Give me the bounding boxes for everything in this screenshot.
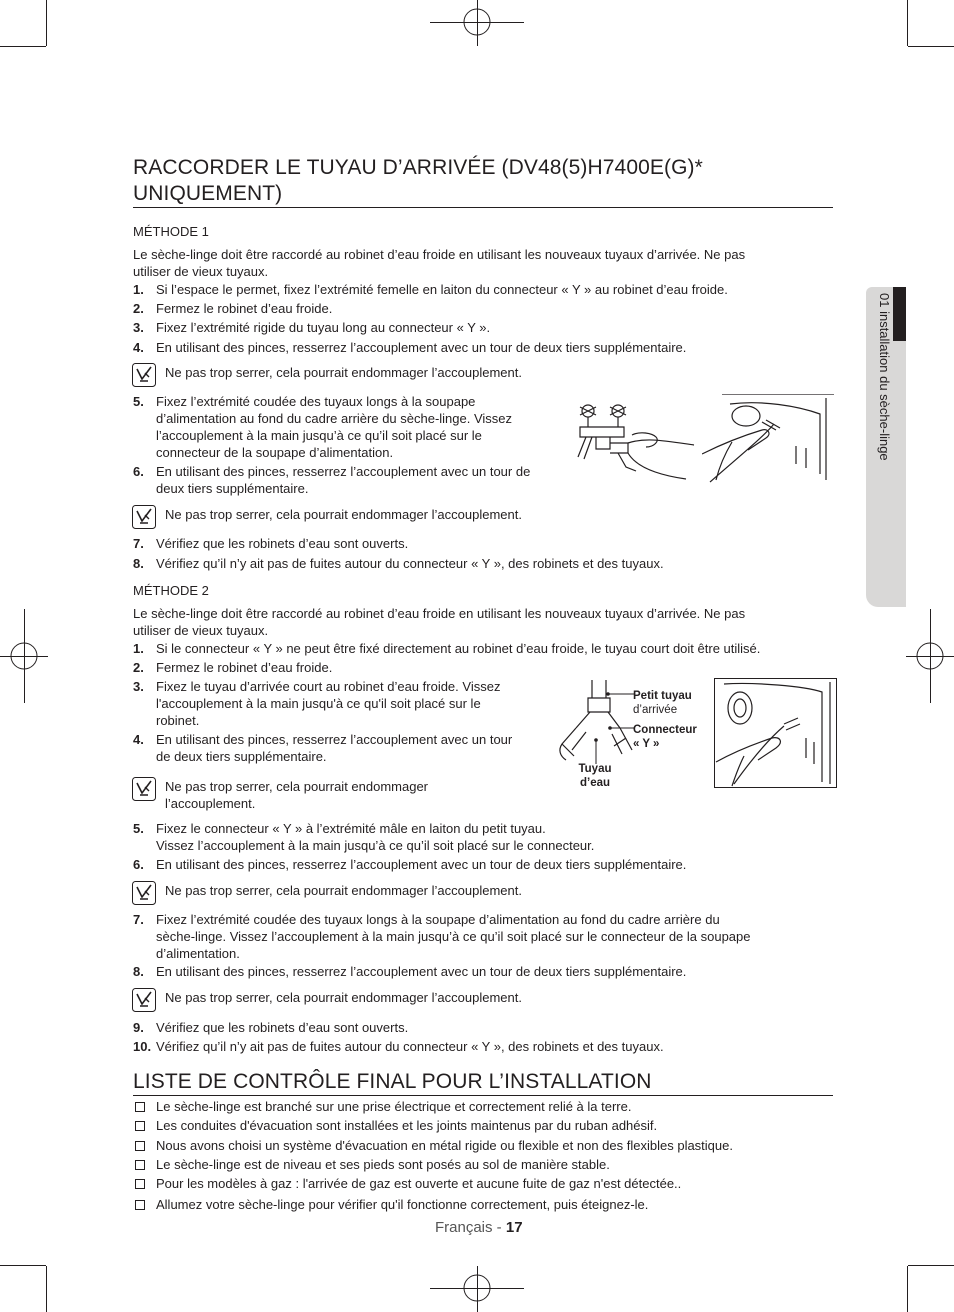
step-number: 3. [133, 679, 144, 694]
step-number: 1. [133, 641, 144, 656]
step-text: Fermez le robinet d’eau froide. [156, 301, 333, 316]
note-pencil-icon [132, 988, 156, 1012]
method2-heading: MÉTHODE 2 [133, 583, 209, 598]
method2-intro-line1: Le sèche-linge doit être raccordé au robinet d’eau froide en utilisant les nouveaux tuyaux d’arrivée. Ne pas [133, 606, 746, 621]
step-number: 3. [133, 320, 144, 335]
label-line: « Y » [633, 738, 660, 750]
method2-intro-line2: utiliser de vieux tuyaux. [133, 623, 269, 638]
checklist-text: Le sèche-linge est branché sur une prise électrique et correctement relié à la terre. [156, 1099, 632, 1114]
page-footer [435, 1219, 523, 1236]
note-pencil-icon [132, 363, 156, 387]
method1-intro-line2: utiliser de vieux tuyaux. [133, 264, 269, 279]
step-number: 8. [133, 556, 144, 571]
label-line: Petit tuyau [633, 690, 692, 702]
checkbox-icon [135, 1102, 145, 1112]
step-number: 5. [133, 821, 144, 836]
step-number: 4. [133, 340, 144, 355]
step-number: 4. [133, 732, 144, 747]
step-number: 2. [133, 301, 144, 316]
method1-intro [133, 246, 745, 280]
step-text: Vérifiez que les robinets d’eau sont ouverts. [156, 1020, 409, 1035]
step-text: En utilisant des pinces, resserrez l’accouplement avec un tour de deux tiers supplémentaire. [156, 964, 687, 979]
method2-intro [133, 605, 745, 639]
dryer-valve-illustration [702, 394, 834, 484]
checkbox-icon [135, 1121, 145, 1131]
section-title-line1: RACCORDER LE TUYAU D’ARRIVÉE (DV48(5)H7400E(G)* [133, 156, 703, 179]
label-line: Connecteur [633, 724, 697, 736]
note-line: Ne pas trop serrer, cela pourrait endommager [165, 779, 429, 794]
step-line: robinet. [156, 713, 200, 728]
checkbox-icon [135, 1141, 145, 1151]
step-line: En utilisant des pinces, resserrez l’accouplement avec un tour [156, 732, 513, 747]
chapter-side-tab [866, 287, 906, 607]
label-y-connector [633, 723, 697, 751]
step-text: En utilisant des pinces, resserrez l’accouplement avec un tour de deux tiers supplémentaire. [156, 857, 687, 872]
checklist-rule [133, 1095, 833, 1096]
page-number: 17 [505, 1219, 523, 1236]
note-text: Ne pas trop serrer, cela pourrait endommager l’accouplement. [165, 507, 522, 522]
step-line: d’alimentation. [156, 946, 240, 961]
note-line: l’accouplement. [165, 796, 256, 811]
step-line: d’alimentation au fond du cadre arrière du sèche-linge. Vissez [156, 411, 513, 426]
step-line: deux tiers supplémentaire. [156, 481, 309, 496]
step-text [156, 463, 530, 497]
note-text: Ne pas trop serrer, cela pourrait endommager l’accouplement. [165, 883, 522, 898]
method1-heading: MÉTHODE 1 [133, 224, 209, 239]
step-line: l’accouplement à la main jusqu’à ce qu’il soit placé sur le [156, 428, 482, 443]
step-line: Fixez le connecteur « Y » à l’extrémité mâle en laiton du petit tuyau. [156, 821, 546, 836]
step-text: Vérifiez qu’il n’y ait pas de fuites autour du connecteur « Y », des robinets et des tuyaux. [156, 556, 664, 571]
checkbox-icon [135, 1200, 145, 1210]
step-line: Fixez l’extrémité coudée des tuyaux longs à la soupape [156, 394, 476, 409]
footer-language: Français - [435, 1219, 506, 1236]
step-text: Vérifiez qu’il n’y ait pas de fuites autour du connecteur « Y », des robinets et des tuyaux. [156, 1039, 664, 1054]
section-title-line2: UNIQUEMENT) [133, 182, 283, 205]
label-water-hose [576, 762, 614, 790]
section-title [133, 155, 703, 207]
step-number: 8. [133, 964, 144, 979]
checkbox-icon [135, 1160, 145, 1170]
label-line: d’arrivée [633, 704, 678, 716]
step-number: 1. [133, 282, 144, 297]
step-line: l'accouplement à la main jusqu'à ce qu'il soit placé sur le [156, 696, 481, 711]
label-short-hose [633, 689, 692, 717]
step-number: 5. [133, 394, 144, 409]
step-text: Si le connecteur « Y » ne peut être fixé directement au robinet d’eau froide, le tuyau court doit être utilisé. [156, 641, 761, 656]
note-pencil-icon [132, 777, 156, 801]
step-line: de deux tiers supplémentaire. [156, 749, 327, 764]
step-number: 6. [133, 464, 144, 479]
note-text [165, 778, 428, 812]
method1-intro-line1: Le sèche-linge doit être raccordé au robinet d’eau froide en utilisant les nouveaux tuyaux d’arrivée. Ne pas [133, 247, 746, 262]
step-line: connecteur de la soupape d’alimentation. [156, 445, 394, 460]
note-pencil-icon [132, 505, 156, 529]
checkbox-icon [135, 1179, 145, 1189]
checklist-text: Allumez votre sèche-linge pour vérifier qu'il fonctionne correctement, puis éteignez-le. [156, 1197, 649, 1212]
step-text: En utilisant des pinces, resserrez l’accouplement avec un tour de deux tiers supplémentaire. [156, 340, 687, 355]
label-line: Tuyau [578, 763, 612, 775]
step-text: Fixez l’extrémité rigide du tuyau long au connecteur « Y ». [156, 320, 491, 335]
note-text: Ne pas trop serrer, cela pourrait endommager l’accouplement. [165, 365, 522, 380]
chapter-tab-marker [893, 287, 906, 341]
hand-tightening-illustration [714, 678, 837, 788]
step-number: 6. [133, 857, 144, 872]
step-number: 7. [133, 536, 144, 551]
step-text: Si l’espace le permet, fixez l’extrémité femelle en laiton du connecteur « Y » au robinet d’eau froide. [156, 282, 728, 297]
step-text [156, 393, 512, 461]
checklist-title: LISTE DE CONTRÔLE FINAL POUR L’INSTALLATION [133, 1070, 652, 1093]
checklist-text: Pour les modèles à gaz : l'arrivée de gaz est ouverte et aucune fuite de gaz n'est détectée.. [156, 1176, 682, 1191]
step-text [156, 678, 500, 729]
step-line: Vissez l’accouplement à la main jusqu’à ce qu’il soit placé sur le connecteur. [156, 838, 595, 853]
step-text: Vérifiez que les robinets d’eau sont ouverts. [156, 536, 409, 551]
step-line: Fixez le tuyau d’arrivée court au robinet d’eau froide. Vissez [156, 679, 501, 694]
step-number: 7. [133, 912, 144, 927]
step-line: sèche-linge. Vissez l’accouplement à la main jusqu’à ce qu’il soit placé sur le connecteur de la soupape [156, 929, 751, 944]
step-text: Fermez le robinet d’eau froide. [156, 660, 333, 675]
step-number: 2. [133, 660, 144, 675]
step-line: En utilisant des pinces, resserrez l’accouplement avec un tour de [156, 464, 531, 479]
note-text: Ne pas trop serrer, cela pourrait endommager l’accouplement. [165, 990, 522, 1005]
chapter-tab-label: 01 installation du sèche-linge [877, 293, 892, 461]
step-number: 10. [133, 1039, 152, 1054]
faucet-y-connector-illustration [566, 397, 696, 483]
step-text [156, 731, 512, 765]
checklist-text: Les conduites d'évacuation sont installées et les joints maintenus par du ruban adhésif. [156, 1118, 658, 1133]
step-line: Fixez l’extrémité coudée des tuyaux longs à la soupape d’alimentation au fond du cadre arrière du [156, 912, 720, 927]
checklist-text: Nous avons choisi un système d'évacuation en métal rigide ou flexible et non des flexibles plastique. [156, 1138, 733, 1153]
step-number: 9. [133, 1020, 144, 1035]
checklist-text: Le sèche-linge est de niveau et ses pieds sont posés au sol de manière stable. [156, 1157, 610, 1172]
label-line: d’eau [579, 777, 611, 789]
title-rule [133, 207, 833, 208]
step-text [156, 820, 594, 854]
step-text [156, 911, 751, 962]
note-pencil-icon [132, 881, 156, 905]
